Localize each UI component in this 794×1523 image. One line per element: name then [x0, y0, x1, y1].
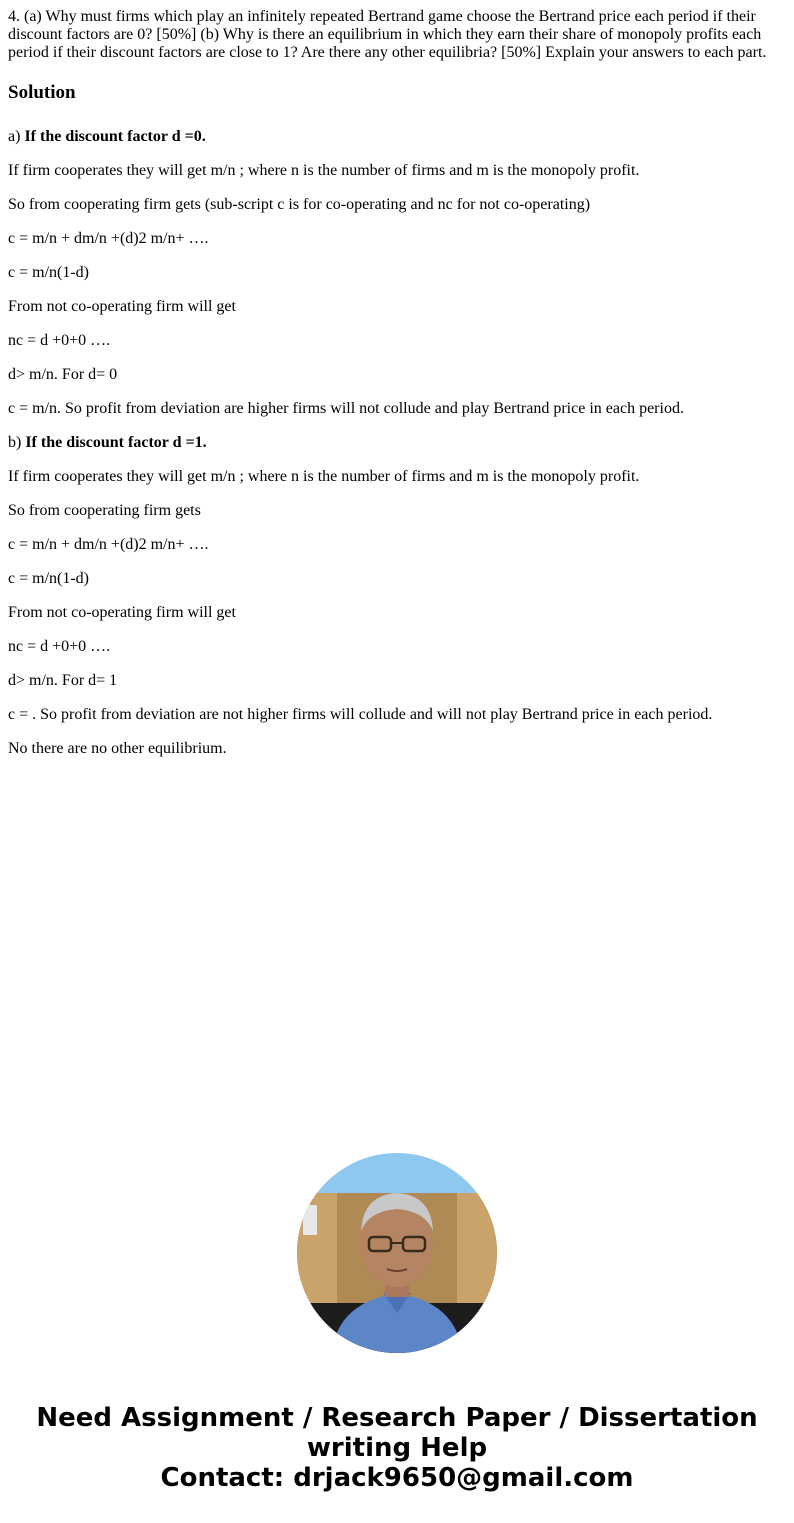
part-a-line: c = m/n. So profit from deviation are higher firms will not collude and play Bertrand price in each period.	[8, 400, 684, 417]
author-portrait-image	[297, 1153, 497, 1353]
part-b-line: nc = d +0+0 ….	[8, 638, 111, 655]
solution-heading: Solution	[8, 82, 76, 103]
promo-line-1: Need Assignment / Research Paper / Dissertation	[36, 1403, 758, 1433]
solution-body	[8, 128, 786, 774]
part-b-line: c = m/n(1-d)	[8, 570, 89, 587]
document	[8, 8, 786, 757]
part-b-line: If firm cooperates they will get m/n ; where n is the number of firms and m is the monopoly profit.	[8, 468, 640, 485]
part-b-line: c = . So profit from deviation are not higher firms will collude and will not play Bertrand price in each period.	[8, 706, 713, 723]
part-b-line: No there are no other equilibrium.	[8, 740, 227, 757]
part-a-line: nc = d +0+0 ….	[8, 332, 111, 349]
part-b-line: So from cooperating firm gets	[8, 502, 201, 519]
part-a-line: d> m/n. For d= 0	[8, 366, 118, 383]
part-a-title: If the discount factor d =0.	[24, 128, 206, 145]
part-a-line: So from cooperating firm gets (sub-script c is for co-operating and nc for not co-operating)	[8, 196, 591, 213]
photo-wall-switch	[303, 1205, 317, 1235]
part-a-line: c = m/n + dm/n +(d)2 m/n+ ….	[8, 230, 209, 247]
promo-line-2: writing Help	[306, 1433, 488, 1463]
part-b-line: d> m/n. For d= 1	[8, 672, 118, 689]
part-a-title-line	[8, 128, 786, 162]
part-b-line: c = m/n + dm/n +(d)2 m/n+ ….	[8, 536, 209, 553]
part-b-line: From not co-operating firm will get	[8, 604, 236, 621]
author-photo	[297, 1153, 497, 1353]
promo-contact-line: Contact: drjack9650@gmail.com	[160, 1463, 634, 1493]
question-text: 4. (a) Why must firms which play an infinitely repeated Bertrand game choose the Bertrand price each period if their discount factors are 0? [50%] (b) Why is there an equilibrium in which they earn their share of monopoly profits each period if their discount factors are close to 1? Are there any other equilibria? [50%] Explain your answers to each part.	[8, 8, 767, 61]
promo-banner	[0, 1403, 794, 1493]
part-a-line: c = m/n(1-d)	[8, 264, 89, 281]
part-a-line: If firm cooperates they will get m/n ; where n is the number of firms and m is the monopoly profit.	[8, 162, 640, 179]
part-b-prefix: b)	[8, 434, 26, 451]
part-a-prefix: a)	[8, 128, 25, 145]
part-b-title: If the discount factor d =1.	[25, 434, 207, 451]
part-a-line: From not co-operating firm will get	[8, 298, 236, 315]
part-b-title-line	[8, 434, 786, 468]
photo-wall-panel-right	[457, 1193, 497, 1313]
